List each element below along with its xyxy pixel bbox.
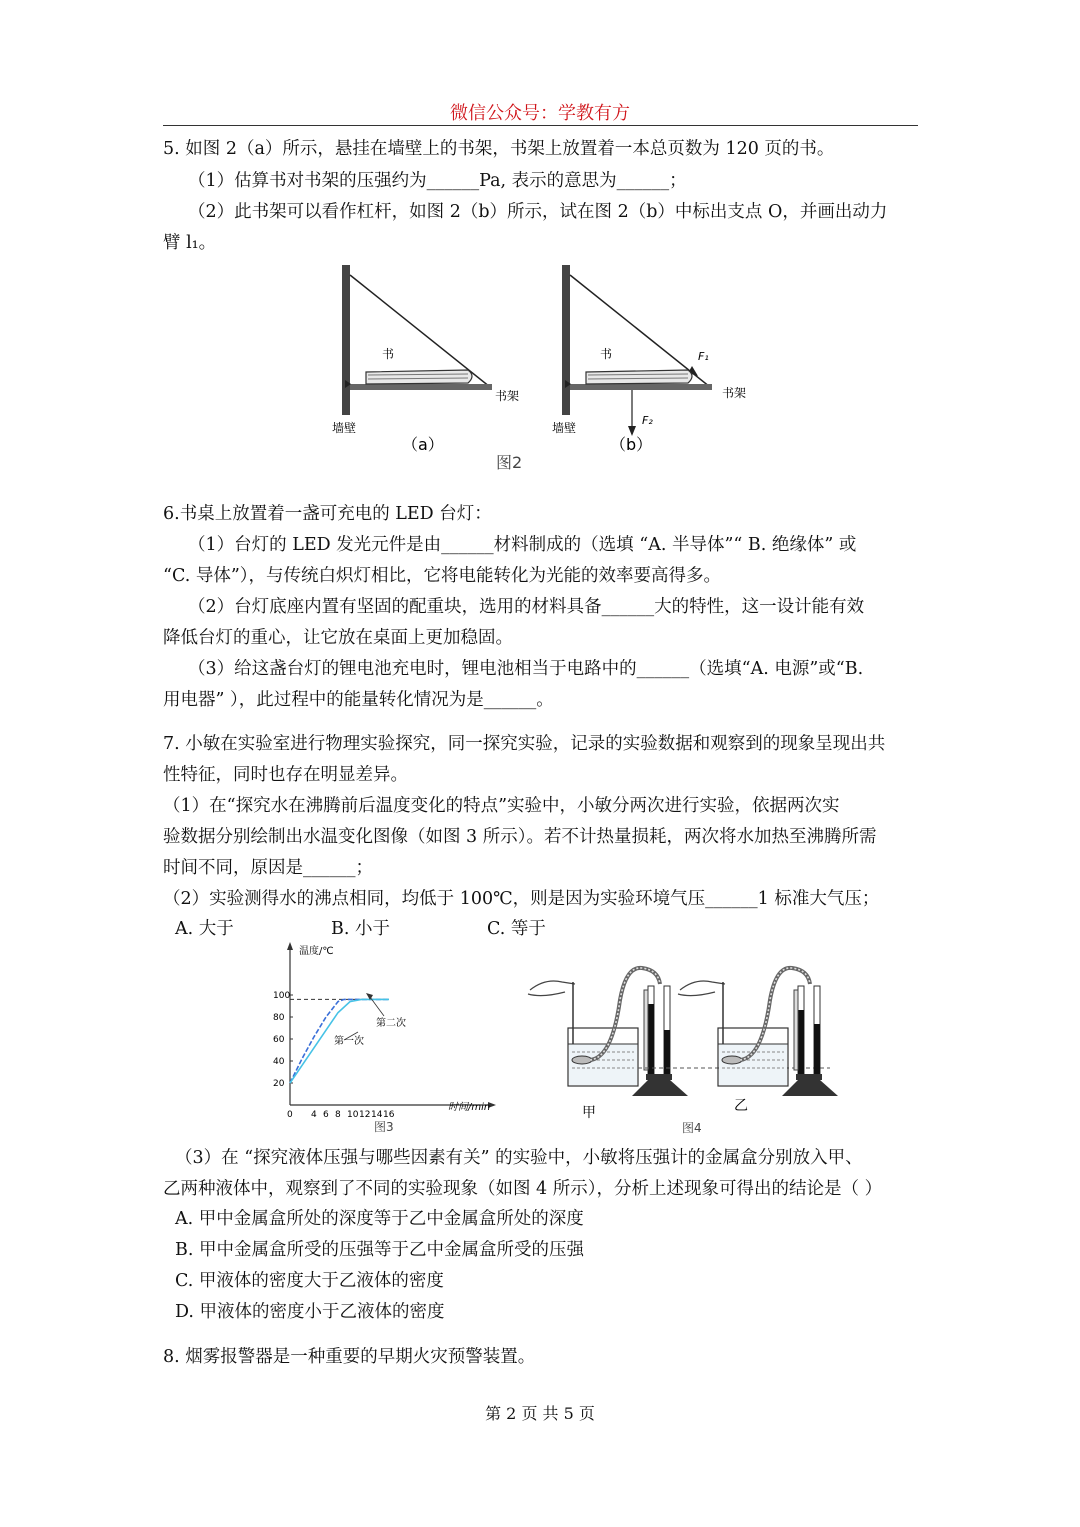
q5-line-1: 5. 如图 2（a）所示，悬挂在墙壁上的书架，书架上放置着一本总页数为 120 页的书。 <box>163 139 835 159</box>
q6-line-4: （2）台灯底座内置有坚固的配重块，选用的材料具备______大的特性，这一设计能有效 <box>188 597 865 617</box>
y-tick-label: 60 <box>273 1035 285 1045</box>
y-tick-label: 40 <box>273 1057 285 1067</box>
q7-option-c: C. 等于 <box>487 919 546 939</box>
y-tick-label: 100 <box>273 991 291 1001</box>
q5-line-3: （2）此书架可以看作杠杆，如图 2（b）所示，试在图 2（b）中标出支点 O，并画出动力 <box>188 202 888 222</box>
figure-2-bookshelf <box>320 260 760 475</box>
q7-choice-b: B. 甲中金属盒所受的压强等于乙中金属盒所受的压强 <box>175 1240 584 1260</box>
q6-line-6: （3）给这盏台灯的锂电池充电时，锂电池相当于电路中的______（选填“A. 电源”或“B. <box>188 659 864 679</box>
q7-line-7: （3）在 “探究液体压强与哪些因素有关” 的实验中，小敏将压强计的金属盒分别放入甲、 <box>175 1148 863 1168</box>
q7-line-8: 乙两种液体中，观察到了不同的实验现象（如图 4 所示），分析上述现象可得出的结论是（ ） <box>163 1179 883 1199</box>
shelf-board-a <box>350 384 492 390</box>
label-f2: F₂ <box>642 414 653 427</box>
q7-line-5: 时间不同，原因是______； <box>163 858 373 878</box>
apparatus-jia <box>528 968 688 1121</box>
q6-line-3: “C. 导体”），与传统白炽灯相比，它将电能转化为光能的效率要高得多。 <box>163 566 722 586</box>
q7-line-6: （2）实验测得水的沸点相同，均低于 100℃，则是因为实验环境气压______1 标准大气压； <box>163 889 880 909</box>
q8-line-1: 8. 烟雾报警器是一种重要的早期火灾预警装置。 <box>163 1347 536 1367</box>
label-yi: 乙 <box>734 1098 748 1114</box>
page-footer: 第 2 页 共 5 页 <box>485 1404 595 1423</box>
q7-line-3: （1）在“探究水在沸腾前后温度变化的特点”实验中，小敏分两次进行实验，依据两次实 <box>163 796 840 816</box>
q6-line-7: 用电器” ），此过程中的能量转化情况为是______。 <box>163 690 554 710</box>
x-tick-label: 8 <box>335 1110 341 1120</box>
label-shelf-b: 书架 <box>722 386 747 400</box>
x-tick-label: 4 <box>311 1110 317 1120</box>
figure-3-temperature-chart <box>262 940 502 1136</box>
q7-line-1: 7. 小敏在实验室进行物理实验探究，同一探究实验，记录的实验数据和观察到的现象呈现出共 <box>163 734 886 754</box>
label-b: （b） <box>610 435 653 454</box>
q6-line-2: （1）台灯的 LED 发光元件是由______材料制成的（选填 “A. 半导体”“ B. 绝缘体” 或 <box>188 535 857 555</box>
wall-a <box>342 265 350 415</box>
q5-line-4: 臂 l₁。 <box>163 233 217 253</box>
shelf-board-b <box>570 384 712 390</box>
label-book-b: 书 <box>600 347 613 361</box>
label-f1: F₁ <box>698 350 709 363</box>
q7-choice-c: C. 甲液体的密度大于乙液体的密度 <box>175 1271 444 1291</box>
book-a <box>366 370 472 384</box>
x-tick-label: 6 <box>323 1110 329 1120</box>
q6-line-5: 降低台灯的重心，让它放在桌面上更加稳固。 <box>163 628 513 648</box>
label-wall-a: 墙壁 <box>332 421 357 435</box>
label-book-a: 书 <box>382 347 395 361</box>
y-tick-label: 20 <box>273 1079 285 1089</box>
q7-option-b: B. 小于 <box>331 919 390 939</box>
apparatus-yi <box>678 968 838 1114</box>
figure-3-caption: 图3 <box>374 1120 394 1134</box>
figure-4-pressure-gauge <box>520 960 840 1140</box>
book-b <box>586 370 692 384</box>
q7-choice-d: D. 甲液体的密度小于乙液体的密度 <box>175 1302 445 1322</box>
q7-choice-a: A. 甲中金属盒所处的深度等于乙中金属盒所处的深度 <box>175 1209 584 1229</box>
header-rule <box>163 125 918 126</box>
label-jia: 甲 <box>582 1105 596 1121</box>
page-header-watermark: 微信公众号：学教有方 <box>450 103 630 124</box>
q7-line-4: 验数据分别绘制出水温变化图像（如图 3 所示）。若不计热量损耗，两次将水加热至沸腾所需 <box>163 827 877 847</box>
x-tick-label: 0 <box>287 1110 293 1120</box>
q5-line-2: （1）估算书对书架的压强约为______Pa, 表示的意思为______； <box>188 171 687 191</box>
q6-line-1: 6.书桌上放置着一盏可充电的 LED 台灯： <box>163 504 492 524</box>
wall-b <box>562 265 570 415</box>
y-axis-label: 温度/℃ <box>299 946 334 957</box>
series-label-second: 第二次 <box>376 1018 406 1029</box>
label-wall-b: 墙壁 <box>552 421 577 435</box>
q7-option-a: A. 大于 <box>175 919 234 939</box>
label-a: （a） <box>402 435 444 454</box>
x-tick-label: 16 <box>383 1110 395 1120</box>
label-shelf-a: 书架 <box>495 389 520 403</box>
figure-2-caption: 图2 <box>496 453 523 472</box>
y-tick-label: 80 <box>273 1013 285 1023</box>
x-tick-label: 12 <box>359 1110 371 1120</box>
x-axis-label: 时间/min <box>448 1102 491 1113</box>
x-tick-label: 14 <box>371 1110 383 1120</box>
figure-4-caption: 图4 <box>682 1121 702 1135</box>
q7-line-2: 性特征，同时也存在明显差异。 <box>163 765 408 785</box>
series-label-first: 第一次 <box>334 1036 364 1047</box>
x-tick-label: 10 <box>347 1110 359 1120</box>
